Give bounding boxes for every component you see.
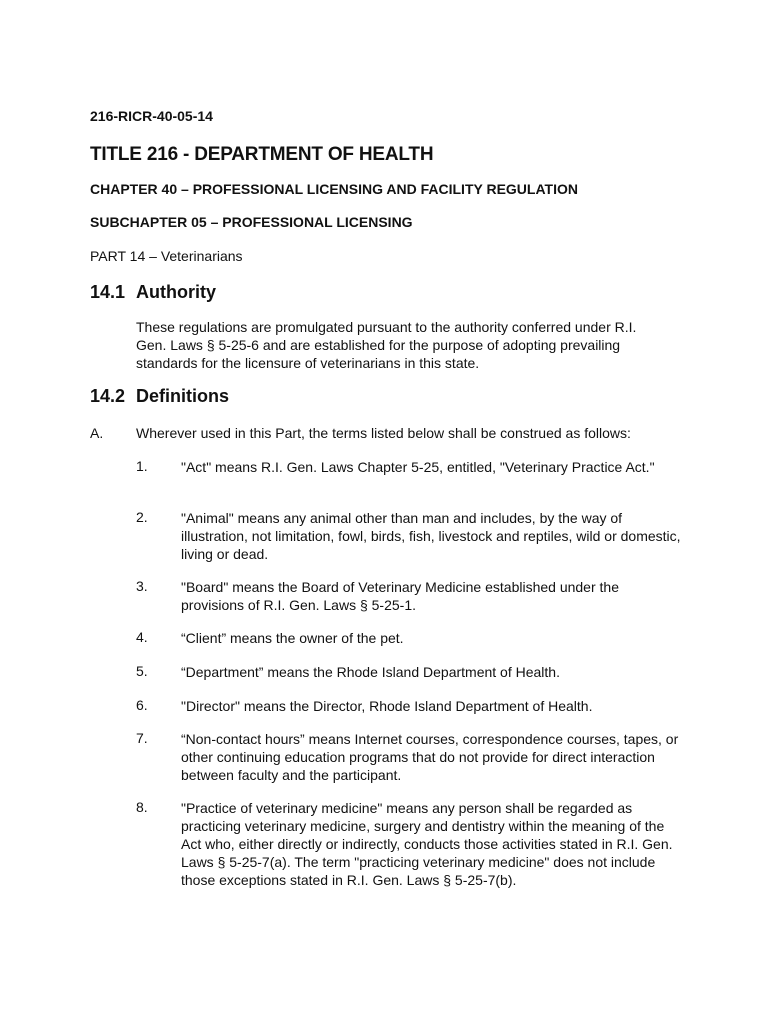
item-number: 2. [136,509,148,525]
item-text: "Practice of veterinary medicine" means any person shall be regarded as practicing veterinary medicine, surgery and dentistry within the meaning of the Act who, either directly or indirectly, conducts those activities stated in R.I. Gen. Laws § 5-25-7(a). The term "practicing veterinary medicine" does not include those exceptions stated in R.I. Gen. Laws § 5-25-7(b). [181,800,673,888]
item-number: 4. [136,629,148,645]
section-heading-authority [90,282,216,303]
item-number: 5. [136,663,148,679]
item-number: 7. [136,730,148,746]
section-title: Definitions [136,386,229,406]
item-text: "Director" means the Director, Rhode Island Department of Health. [181,698,593,714]
item-text: “Non-contact hours” means Internet courses, correspondence courses, tapes, or other continuing education programs that do not provide for direct interaction between faculty and the participant. [181,731,679,783]
document-title: TITLE 216 - DEPARTMENT OF HEALTH [90,144,434,165]
authority-paragraph: These regulations are promulgated pursuant to the authority conferred under R.I. Gen. Laws § 5-25-6 and are established for the purpose of adopting prevailing standards for the licensure of veterinarians in this state. [136,319,637,371]
item-number: 3. [136,578,148,594]
section-title: Authority [136,282,216,302]
item-text: "Animal" means any animal other than man and includes, by the way of illustration, not limitation, fowl, birds, fish, livestock and reptiles, wild or domestic, living or dead. [181,510,681,562]
item-text: “Client” means the owner of the pet. [181,630,404,646]
item-number: 6. [136,697,148,713]
section-heading-definitions [90,386,229,407]
regulation-code: 216-RICR-40-05-14 [90,108,213,124]
item-number: 8. [136,799,148,815]
item-text: “Department” means the Rhode Island Department of Health. [181,664,560,680]
subsection-label: A. [90,425,104,441]
item-number: 1. [136,458,148,474]
item-text: "Act" means R.I. Gen. Laws Chapter 5-25, entitled, "Veterinary Practice Act." [181,459,655,475]
subchapter-heading: SUBCHAPTER 05 – PROFESSIONAL LICENSING [90,214,413,230]
section-number: 14.2 [90,386,126,406]
item-text: "Board" means the Board of Veterinary Medicine established under the provisions of R.I. Gen. Laws § 5-25-1. [181,579,619,613]
subsection-intro: Wherever used in this Part, the terms listed below shall be construed as follows: [136,425,631,441]
section-number: 14.1 [90,282,126,302]
chapter-heading: CHAPTER 40 – PROFESSIONAL LICENSING AND FACILITY REGULATION [90,181,578,197]
part-heading: PART 14 – Veterinarians [90,248,243,264]
